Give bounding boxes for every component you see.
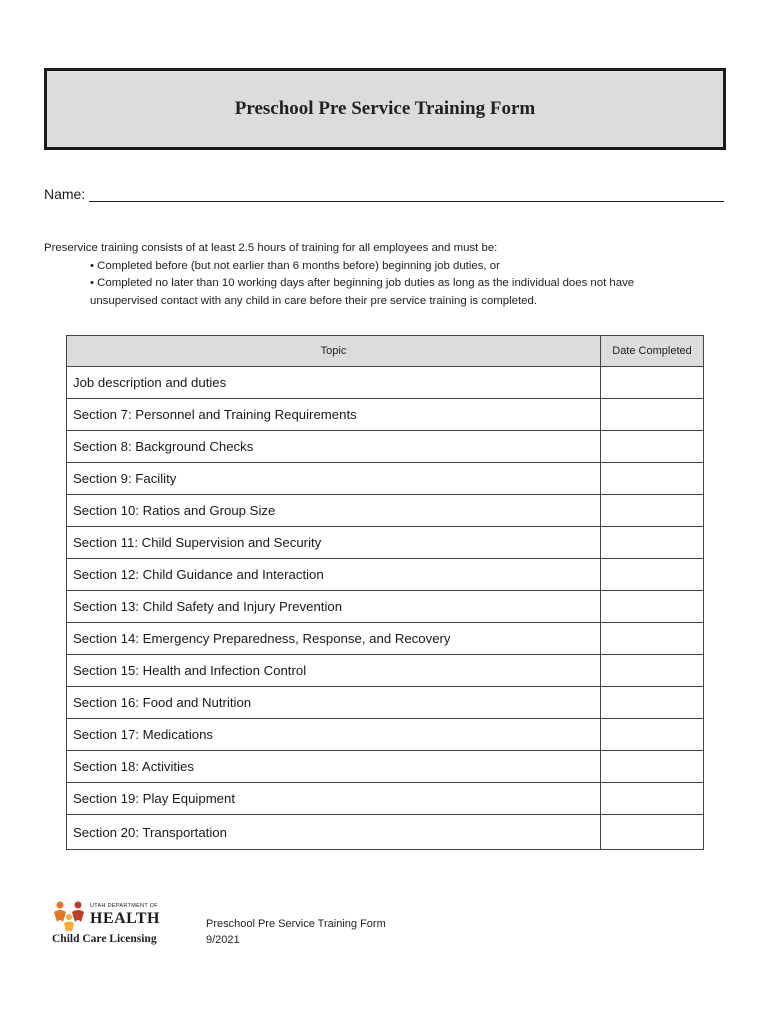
footer-date: 9/2021 xyxy=(206,934,240,946)
name-field-row xyxy=(44,186,724,202)
table-row xyxy=(67,751,704,783)
date-completed-cell[interactable] xyxy=(601,527,704,559)
date-completed-cell[interactable] xyxy=(601,719,704,751)
table-row xyxy=(67,463,704,495)
table-row xyxy=(67,495,704,527)
intro-bullet-1: • Completed before (but not earlier than 6 months before) beginning job duties, or xyxy=(90,259,500,272)
table-row xyxy=(67,655,704,687)
date-completed-cell[interactable] xyxy=(601,559,704,591)
table-row xyxy=(67,783,704,815)
name-label: Name: xyxy=(44,186,86,202)
topic-cell: Section 8: Background Checks xyxy=(67,431,601,463)
title-banner xyxy=(44,68,726,150)
table-row xyxy=(67,559,704,591)
intro-bullet-2-continued: unsupervised contact with any child in care before their pre service training is completed. xyxy=(90,294,537,307)
table-row xyxy=(67,431,704,463)
date-completed-cell[interactable] xyxy=(601,591,704,623)
topic-cell: Section 10: Ratios and Group Size xyxy=(67,495,601,527)
logo-health-text: HEALTH xyxy=(90,910,160,927)
intro-paragraph: Preservice training consists of at least 2.5 hours of training for all employees and must be: xyxy=(44,242,498,254)
topic-cell: Section 18: Activities xyxy=(67,751,601,783)
topic-header: Topic xyxy=(67,336,601,367)
topic-cell: Section 15: Health and Infection Control xyxy=(67,655,601,687)
footer xyxy=(206,916,386,948)
topic-cell: Section 12: Child Guidance and Interaction xyxy=(67,559,601,591)
date-completed-cell[interactable] xyxy=(601,431,704,463)
date-completed-cell[interactable] xyxy=(601,751,704,783)
date-completed-cell[interactable] xyxy=(601,399,704,431)
date-completed-cell[interactable] xyxy=(601,687,704,719)
topic-cell: Section 13: Child Safety and Injury Prevention xyxy=(67,591,601,623)
topic-cell: Section 19: Play Equipment xyxy=(67,783,601,815)
topic-cell: Section 16: Food and Nutrition xyxy=(67,687,601,719)
topic-cell: Section 14: Emergency Preparedness, Response, and Recovery xyxy=(67,623,601,655)
footer-form-name: Preschool Pre Service Training Form xyxy=(206,918,386,930)
table-row xyxy=(67,719,704,751)
topic-cell: Section 11: Child Supervision and Security xyxy=(67,527,601,559)
table-row xyxy=(67,687,704,719)
logo-subtitle: Child Care Licensing xyxy=(52,933,157,945)
table-row xyxy=(67,399,704,431)
table-row xyxy=(67,623,704,655)
table-row xyxy=(67,815,704,850)
topic-cell: Section 20: Transportation xyxy=(67,815,601,850)
topic-cell: Section 17: Medications xyxy=(67,719,601,751)
date-completed-cell[interactable] xyxy=(601,623,704,655)
training-table xyxy=(66,335,704,850)
logo-small-text: UTAH DEPARTMENT OF xyxy=(90,903,158,909)
table-header-row xyxy=(67,336,704,367)
date-completed-cell[interactable] xyxy=(601,495,704,527)
date-completed-cell[interactable] xyxy=(601,815,704,850)
topic-cell: Section 9: Facility xyxy=(67,463,601,495)
table-row xyxy=(67,527,704,559)
date-completed-cell[interactable] xyxy=(601,783,704,815)
intro-bullet-2: • Completed no later than 10 working days after beginning job duties as long as the individual does not have xyxy=(90,277,635,290)
table-row xyxy=(67,591,704,623)
date-completed-cell[interactable] xyxy=(601,367,704,399)
name-field[interactable] xyxy=(89,187,724,202)
date-completed-cell[interactable] xyxy=(601,463,704,495)
family-icon xyxy=(52,900,88,934)
topic-cell: Section 7: Personnel and Training Requirements xyxy=(67,399,601,431)
table-row xyxy=(67,367,704,399)
date-completed-cell[interactable] xyxy=(601,655,704,687)
health-logo xyxy=(52,900,172,950)
page-title: Preschool Pre Service Training Form xyxy=(234,98,536,119)
date-header: Date Completed xyxy=(601,336,704,367)
topic-cell: Job description and duties xyxy=(67,367,601,399)
intro-text xyxy=(44,240,724,310)
